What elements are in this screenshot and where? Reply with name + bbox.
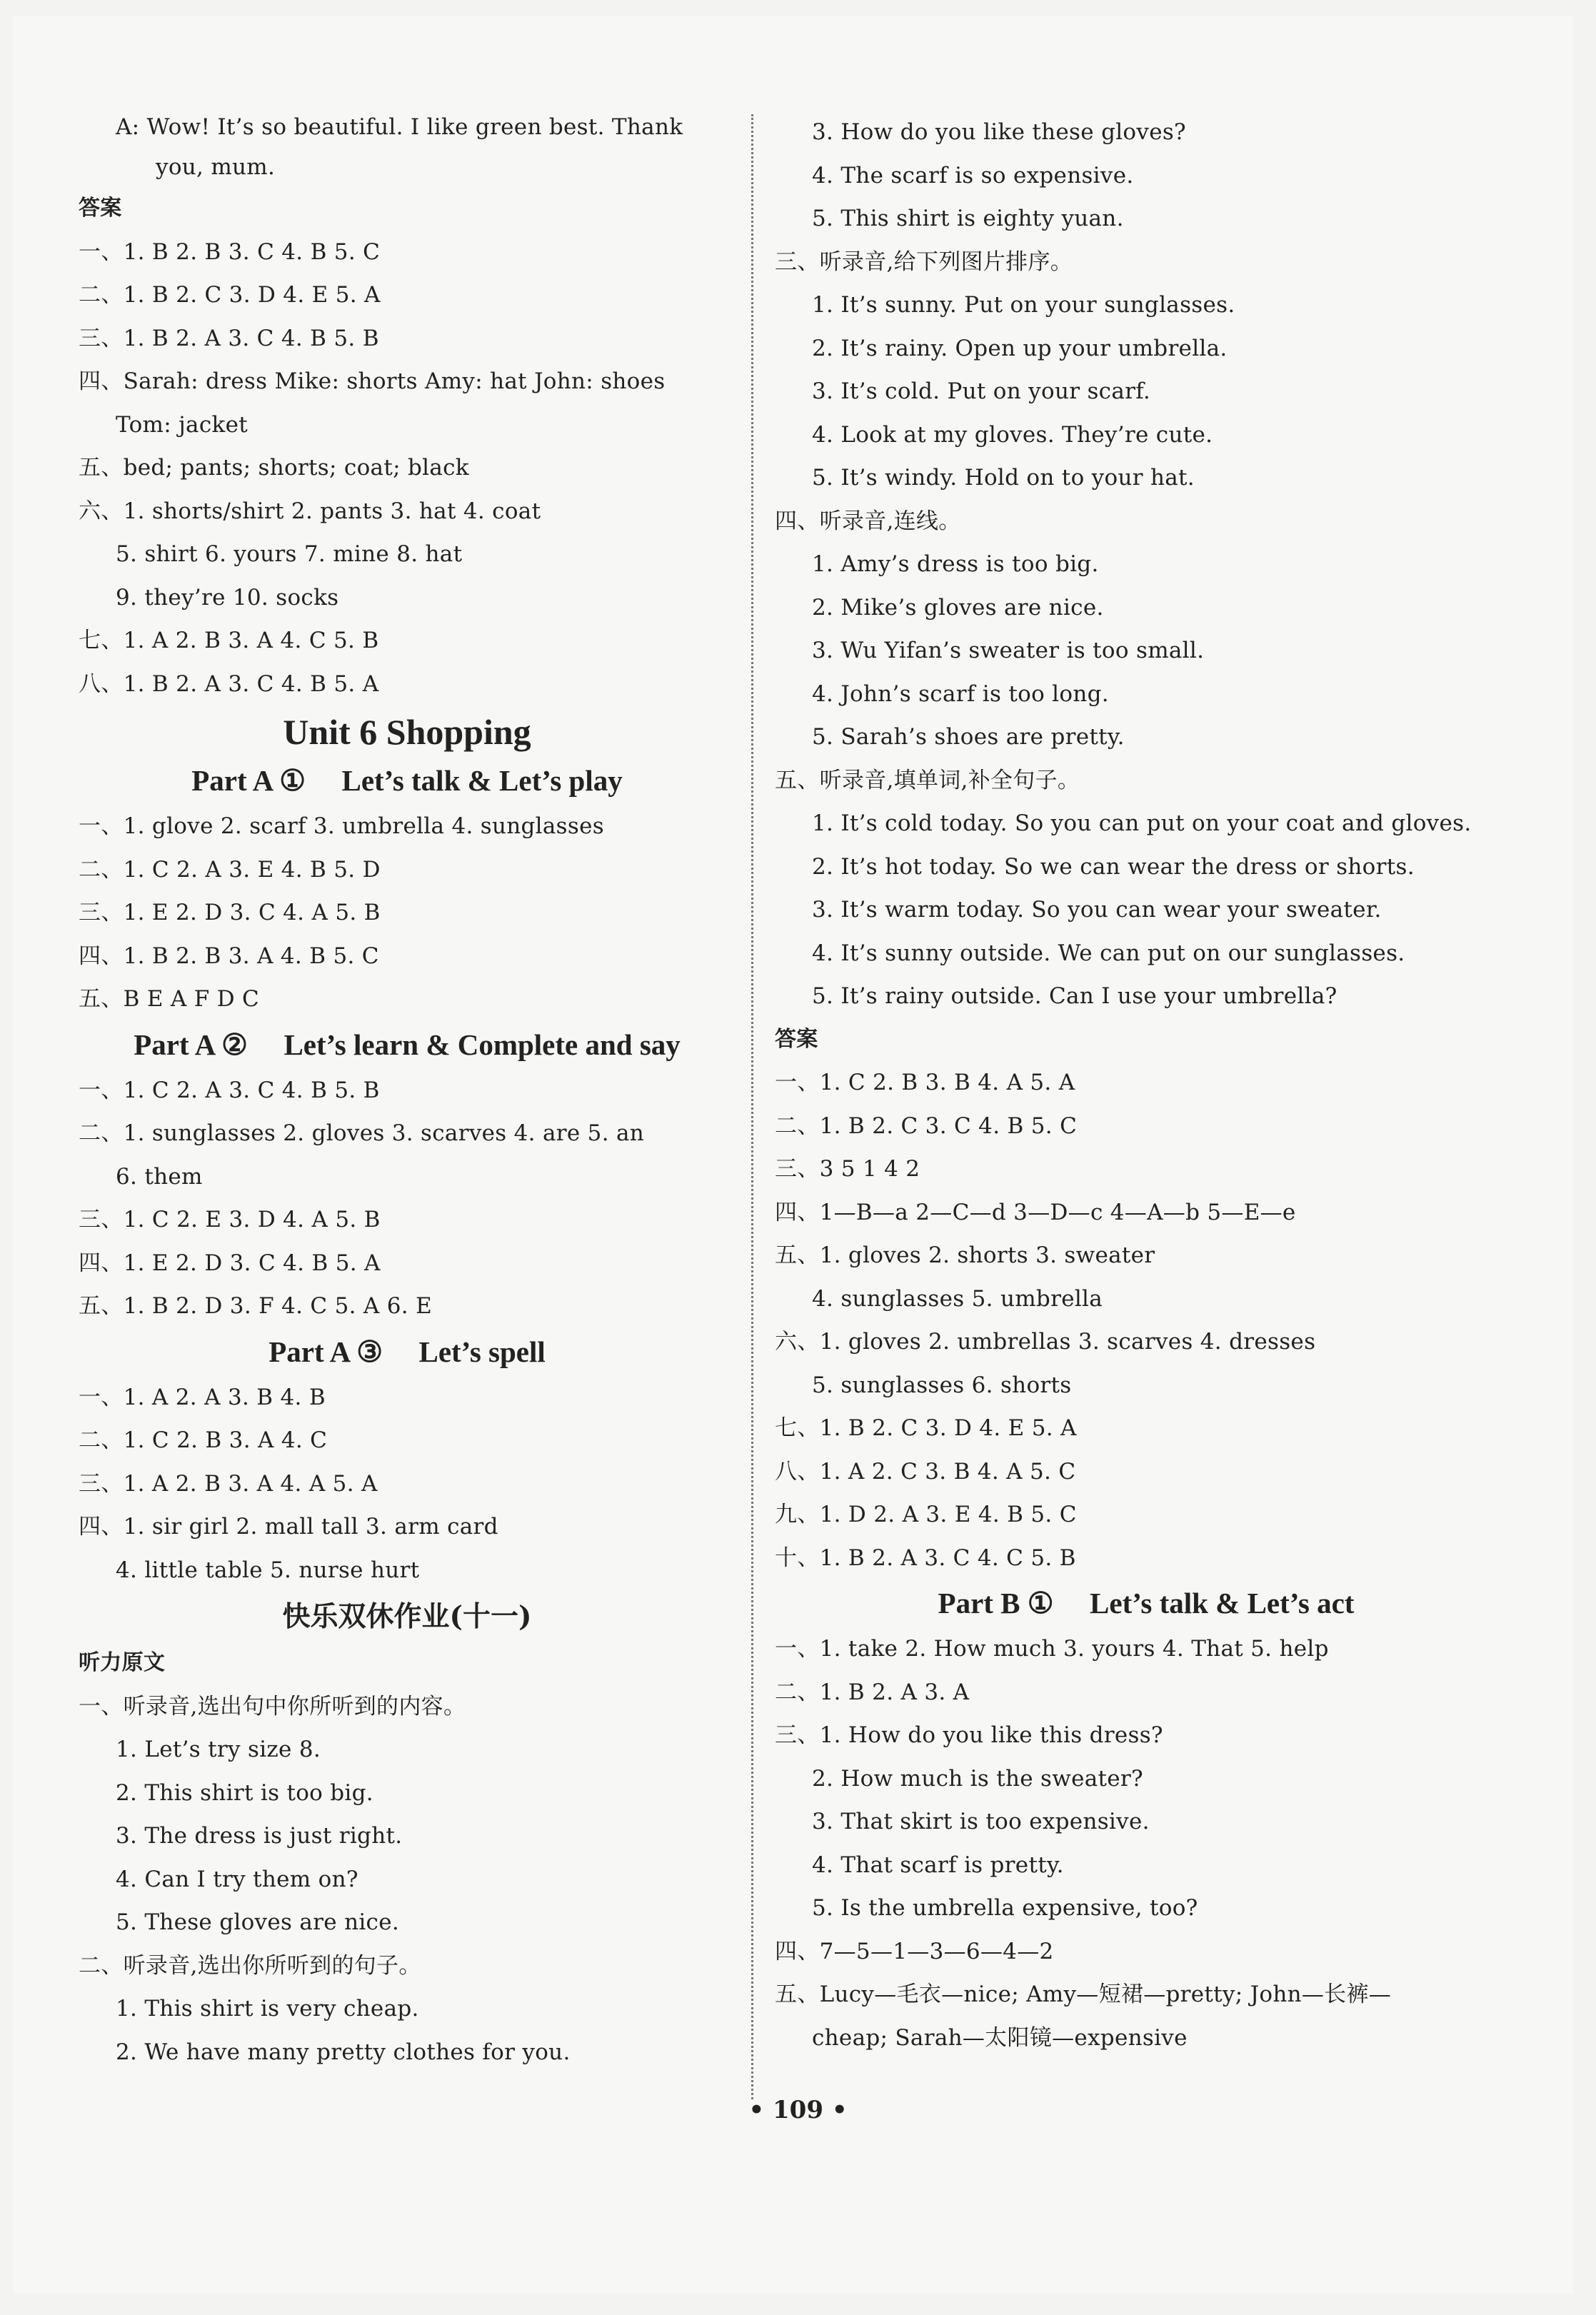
- part-b1-answers: [775, 1627, 1517, 2059]
- answer-block-2: [775, 1061, 1517, 1580]
- listening-line: 3. How do you like these gloves?: [812, 119, 1186, 145]
- answer-line: 五、1. gloves 2. shorts 3. sweater: [775, 1242, 1155, 1268]
- answer-line: 4. little table 5. nurse hurt: [116, 1557, 420, 1583]
- listening-line: 1. Let’s try size 8.: [116, 1737, 321, 1762]
- listening-line: 1. It’s cold today. So you can put on your coat and gloves.: [812, 810, 1472, 836]
- listening-line: 4. The scarf is so expensive.: [812, 162, 1134, 189]
- answer-line: 三、1. C 2. E 3. D 4. A 5. B: [79, 1207, 381, 1232]
- answer-line: 5. shirt 6. yours 7. mine 8. hat: [116, 541, 463, 567]
- part-a3-subtitle: Let’s spell: [418, 1335, 546, 1368]
- homework-title: 快乐双休作业(十一): [282, 1600, 532, 1633]
- listening-line: 2. This shirt is too big.: [116, 1779, 373, 1806]
- part-a3-title: Part A ③: [268, 1335, 383, 1368]
- intro-line: A: Wow! It’s so beautiful. I like green best. Thank: [116, 114, 683, 140]
- answer-line: 三、1. B 2. A 3. C 4. B 5. B: [79, 325, 379, 351]
- listening-continued: [775, 111, 1517, 1018]
- answer-line: 五、bed; pants; shorts; coat; black: [79, 455, 469, 481]
- listening-line: 1. This shirt is very cheap.: [116, 1996, 419, 2022]
- part-a2-answers: [79, 1069, 736, 1328]
- answer-line: 9. they’re 10. socks: [116, 584, 339, 611]
- answer-line: 二、1. C 2. B 3. A 4. C: [79, 1427, 328, 1453]
- part-a3-answers: [79, 1376, 736, 1592]
- listening-label: 听力原文: [79, 1650, 166, 1675]
- listening-line: 3. It’s cold. Put on your scarf.: [812, 378, 1151, 404]
- answer-line: 四、Sarah: dress Mike: shorts Amy: hat John: shoes: [79, 368, 666, 394]
- listening-line: 5. It’s windy. Hold on to your hat.: [812, 465, 1195, 491]
- answer-line: 五、B E A F D C: [79, 986, 260, 1012]
- listening-line: 1. Amy’s dress is too big.: [812, 551, 1099, 577]
- intro-dialogue: [79, 107, 736, 187]
- answer-line: 七、1. B 2. C 3. D 4. E 5. A: [775, 1415, 1077, 1441]
- answer-line: 二、1. B 2. A 3. A: [775, 1679, 970, 1705]
- listening-line: 2. Mike’s gloves are nice.: [812, 594, 1104, 621]
- answer-line: 3. That skirt is too expensive.: [812, 1809, 1150, 1834]
- answer-line: 三、1. How do you like this dress?: [775, 1722, 1163, 1748]
- part-b1-title: Part B ①: [938, 1587, 1054, 1620]
- listening-line: 4. It’s sunny outside. We can put on our sunglasses.: [812, 940, 1405, 966]
- right-column: [775, 111, 1517, 2059]
- listening-line: 3. The dress is just right.: [116, 1823, 403, 1849]
- answer-line: 七、1. A 2. B 3. A 4. C 5. B: [79, 628, 379, 653]
- part-a1-subtitle: Let’s talk & Let’s play: [341, 764, 623, 797]
- answer-line: 三、3 5 1 4 2: [775, 1156, 920, 1182]
- listening-line: 3. It’s warm today. So you can wear your sweater.: [812, 897, 1382, 923]
- answer-line: Tom: jacket: [116, 411, 248, 438]
- answer-line: 六、1. shorts/shirt 2. pants 3. hat 4. coat: [79, 498, 541, 524]
- answer-line: 5. sunglasses 6. shorts: [812, 1372, 1072, 1398]
- answer-line: 二、1. sunglasses 2. gloves 3. scarves 4. are 5. an: [79, 1120, 645, 1146]
- column-divider: [751, 114, 753, 2099]
- intro-line: you, mum.: [156, 154, 276, 180]
- answer-line: 一、1. A 2. A 3. B 4. B: [79, 1384, 326, 1410]
- part-b1-subtitle: Let’s talk & Let’s act: [1090, 1587, 1355, 1620]
- listening-line: 4. John’s scarf is too long.: [812, 681, 1109, 707]
- listening-line: 4. Can I try them on?: [116, 1866, 358, 1892]
- listening-line: 四、听录音,连线。: [775, 508, 961, 534]
- answer-line: 四、7—5—1—3—6—4—2: [775, 1938, 1054, 1964]
- answer-line: cheap; Sarah—太阳镜—expensive: [812, 2024, 1188, 2051]
- listening-line: 1. It’s sunny. Put on your sunglasses.: [812, 292, 1235, 318]
- answer-line: 十、1. B 2. A 3. C 4. C 5. B: [775, 1545, 1076, 1571]
- answer-line: 6. them: [116, 1163, 203, 1190]
- answer-line: 一、1. take 2. How much 3. yours 4. That 5. help: [775, 1636, 1329, 1662]
- answer-line: 一、1. C 2. B 3. B 4. A 5. A: [775, 1070, 1075, 1095]
- answer-line: 三、1. A 2. B 3. A 4. A 5. A: [79, 1470, 378, 1497]
- answer-line: 九、1. D 2. A 3. E 4. B 5. C: [775, 1502, 1077, 1527]
- answer-line: 五、Lucy—毛衣—nice; Amy—短裙—pretty; John—长裤—: [775, 1982, 1392, 2007]
- answer-line: 一、1. glove 2. scarf 3. umbrella 4. sunglasses: [79, 813, 604, 839]
- part-a2-subtitle: Let’s learn & Complete and say: [283, 1028, 681, 1061]
- listening-line: 2. It’s rainy. Open up your umbrella.: [812, 335, 1228, 361]
- answer-line: 六、1. gloves 2. umbrellas 3. scarves 4. dresses: [775, 1329, 1316, 1355]
- left-column: [79, 107, 736, 2074]
- page-number: • 109 •: [748, 2096, 848, 2124]
- answer-line: 四、1—B—a 2—C—d 3—D—c 4—A—b 5—E—e: [775, 1199, 1296, 1225]
- part-a3-heading: [79, 1328, 736, 1376]
- listening-script: [79, 1685, 736, 2074]
- answer-line: 四、1. sir girl 2. mall tall 3. arm card: [79, 1514, 498, 1540]
- listening-line: 2. We have many pretty clothes for you.: [116, 2039, 571, 2065]
- part-a1-heading: [79, 757, 736, 805]
- listening-line: 二、听录音,选出你所听到的句子。: [79, 1952, 421, 1979]
- answer-line: 一、1. B 2. B 3. C 4. B 5. C: [79, 238, 381, 265]
- answer-line: 四、1. B 2. B 3. A 4. B 5. C: [79, 943, 379, 969]
- listening-line: 3. Wu Yifan’s sweater is too small.: [812, 638, 1205, 663]
- answer-line: 二、1. B 2. C 3. C 4. B 5. C: [775, 1113, 1078, 1139]
- part-b1-heading: [775, 1580, 1517, 1627]
- answers-label: 答案: [79, 196, 122, 221]
- listening-line: 5. It’s rainy outside. Can I use your umbrella?: [812, 983, 1337, 1009]
- answer-block-1: [79, 231, 736, 706]
- part-a1-title: Part A ①: [191, 764, 306, 797]
- listening-line: 5. Sarah’s shoes are pretty.: [812, 724, 1125, 750]
- answer-line: 二、1. C 2. A 3. E 4. B 5. D: [79, 856, 381, 883]
- answer-line: 2. How much is the sweater?: [812, 1765, 1143, 1792]
- listening-line: 一、听录音,选出句中你所听到的内容。: [79, 1693, 466, 1719]
- listening-line: 5. These gloves are nice.: [116, 1909, 400, 1935]
- answer-line: 二、1. B 2. C 3. D 4. E 5. A: [79, 282, 381, 308]
- answer-line: 四、1. E 2. D 3. C 4. B 5. A: [79, 1250, 381, 1276]
- answer-line: 五、1. B 2. D 3. F 4. C 5. A 6. E: [79, 1293, 433, 1319]
- answer-line: 八、1. A 2. C 3. B 4. A 5. C: [775, 1458, 1076, 1485]
- listening-line: 4. Look at my gloves. They’re cute.: [812, 421, 1213, 448]
- part-a2-heading: [79, 1021, 736, 1069]
- answer-line: 4. That scarf is pretty.: [812, 1852, 1064, 1878]
- listening-line: 5. This shirt is eighty yuan.: [812, 206, 1124, 231]
- answer-line: 八、1. B 2. A 3. C 4. B 5. A: [79, 671, 379, 697]
- answers-label: 答案: [775, 1026, 818, 1052]
- unit-title: Unit 6 Shopping: [283, 712, 531, 752]
- part-a1-answers: [79, 805, 736, 1021]
- part-a2-title: Part A ②: [134, 1028, 248, 1061]
- answer-line: 5. Is the umbrella expensive, too?: [812, 1895, 1198, 1921]
- answer-line: 三、1. E 2. D 3. C 4. A 5. B: [79, 900, 381, 925]
- answer-line: 4. sunglasses 5. umbrella: [812, 1285, 1103, 1312]
- answer-line: 一、1. C 2. A 3. C 4. B 5. B: [79, 1077, 380, 1103]
- listening-line: 2. It’s hot today. So we can wear the dress or shorts.: [812, 853, 1415, 880]
- listening-line: 三、听录音,给下列图片排序。: [775, 248, 1073, 275]
- listening-line: 五、听录音,填单词,补全句子。: [775, 767, 1080, 793]
